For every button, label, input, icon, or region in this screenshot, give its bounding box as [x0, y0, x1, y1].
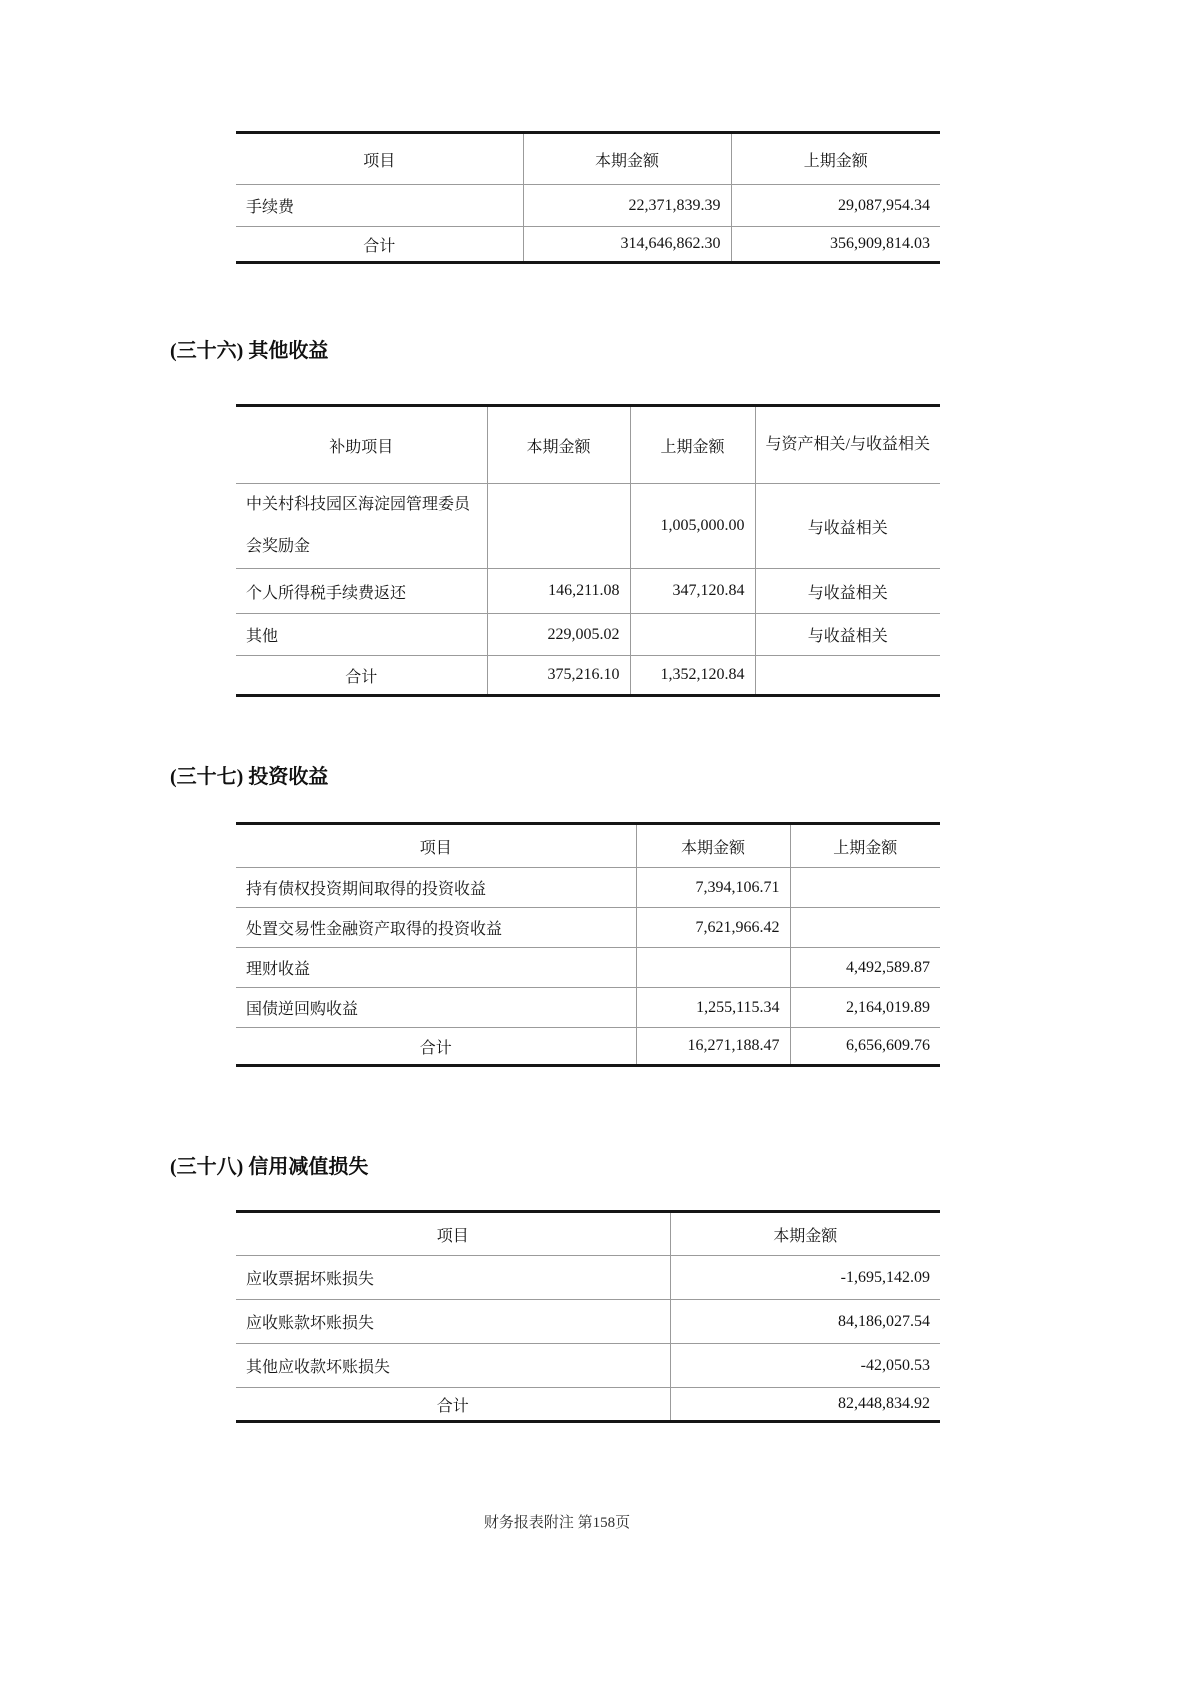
current-amount-cell: 7,621,966.42: [636, 908, 790, 948]
prior-amount-cell: 347,120.84: [630, 569, 755, 614]
total-label-cell: 合计: [436, 1397, 469, 1415]
item-cell: 个人所得税手续费返还: [236, 569, 487, 614]
item-cell: 国债逆回购收益: [236, 988, 636, 1028]
table-row: [236, 1300, 940, 1344]
relation-cell: 与收益相关: [755, 569, 940, 614]
prior-amount-header-cell: 上期金额: [731, 133, 940, 185]
section-heading-credit-impairment: (三十八) 信用减值损失: [170, 1156, 369, 1178]
current-amount-cell: 16,271,188.47: [636, 1028, 790, 1066]
table-row: [236, 908, 940, 948]
current-amount-header-cell: 本期金额: [636, 824, 790, 868]
prior-amount-header-cell: 上期金额: [790, 824, 940, 868]
current-amount-cell: 84,186,027.54: [670, 1300, 940, 1344]
item-cell: 应收票据坏账损失: [236, 1256, 670, 1300]
item-header-cell: 项目: [236, 824, 636, 868]
current-amount-cell: 229,005.02: [487, 614, 630, 656]
total-row: [236, 227, 940, 263]
current-amount-cell: -42,050.53: [670, 1344, 940, 1388]
item-header-cell: 项目: [236, 133, 523, 185]
item-cell: 持有债权投资期间取得的投资收益: [236, 868, 636, 908]
table-row: [236, 948, 940, 988]
prior-amount-cell: [630, 614, 755, 656]
table-row: [236, 1256, 940, 1300]
prior-amount-header-cell: 上期金额: [630, 406, 755, 484]
current-amount-cell: 7,394,106.71: [636, 868, 790, 908]
current-amount-cell: 375,216.10: [487, 656, 630, 696]
current-amount-cell: 82,448,834.92: [670, 1388, 940, 1422]
table-row: [236, 614, 940, 656]
prior-amount-cell: 6,656,609.76: [790, 1028, 940, 1066]
investment-income-table: [236, 822, 940, 1067]
table-row: [236, 484, 940, 569]
item-cell: 处置交易性金融资产取得的投资收益: [236, 908, 636, 948]
fee-summary-table: [236, 131, 940, 264]
current-amount-cell: 1,255,115.34: [636, 988, 790, 1028]
table-row: [236, 988, 940, 1028]
current-amount-cell: [636, 948, 790, 988]
total-label-cell: 合计: [345, 668, 378, 686]
current-amount-cell: 314,646,862.30: [523, 227, 731, 263]
current-amount-cell: [487, 484, 630, 569]
page-footer: 财务报表附注 第158页: [483, 1515, 631, 1531]
relation-cell: [755, 656, 940, 696]
table-row: [236, 868, 940, 908]
total-label-cell: 合计: [419, 1039, 452, 1057]
section-heading-investment-income: (三十七) 投资收益: [170, 766, 329, 788]
table-header-row: [236, 133, 940, 185]
prior-amount-cell: 356,909,814.03: [731, 227, 940, 263]
item-cell: 手续费: [236, 185, 523, 227]
other-income-table: [236, 404, 940, 697]
prior-amount-cell: [790, 908, 940, 948]
relation-cell: 与收益相关: [755, 614, 940, 656]
current-amount-header-cell: 本期金额: [487, 406, 630, 484]
relation-header-cell: 与资产相关/与收益相关: [755, 406, 940, 484]
section-heading-other-income: (三十六) 其他收益: [170, 340, 329, 362]
current-amount-cell: 22,371,839.39: [523, 185, 731, 227]
current-amount-header-cell: 本期金额: [523, 133, 731, 185]
prior-amount-cell: 2,164,019.89: [790, 988, 940, 1028]
item-cell: 理财收益: [236, 948, 636, 988]
current-amount-cell: -1,695,142.09: [670, 1256, 940, 1300]
table-row: [236, 1344, 940, 1388]
table-row: [236, 569, 940, 614]
total-label-cell: 合计: [363, 237, 396, 255]
current-amount-header-cell: 本期金额: [670, 1212, 940, 1256]
total-row: [236, 1028, 940, 1066]
prior-amount-cell: 1,352,120.84: [630, 656, 755, 696]
prior-amount-cell: 29,087,954.34: [731, 185, 940, 227]
current-amount-cell: 146,211.08: [487, 569, 630, 614]
total-row: [236, 656, 940, 696]
prior-amount-cell: [790, 868, 940, 908]
prior-amount-cell: 1,005,000.00: [630, 484, 755, 569]
item-header-cell: 项目: [236, 1212, 670, 1256]
subsidy-item-header-cell: 补助项目: [236, 406, 487, 484]
credit-impairment-table: [236, 1210, 940, 1423]
table-header-row: [236, 824, 940, 868]
item-cell: 中关村科技园区海淀园管理委员会奖励金: [236, 484, 487, 569]
prior-amount-cell: 4,492,589.87: [790, 948, 940, 988]
total-row: [236, 1388, 940, 1422]
table-header-row: [236, 406, 940, 484]
table-row: [236, 185, 940, 227]
table-header-row: [236, 1212, 940, 1256]
item-cell: 其他应收款坏账损失: [236, 1344, 670, 1388]
item-cell: 应收账款坏账损失: [236, 1300, 670, 1344]
item-cell: 其他: [236, 614, 487, 656]
relation-cell: 与收益相关: [755, 484, 940, 569]
